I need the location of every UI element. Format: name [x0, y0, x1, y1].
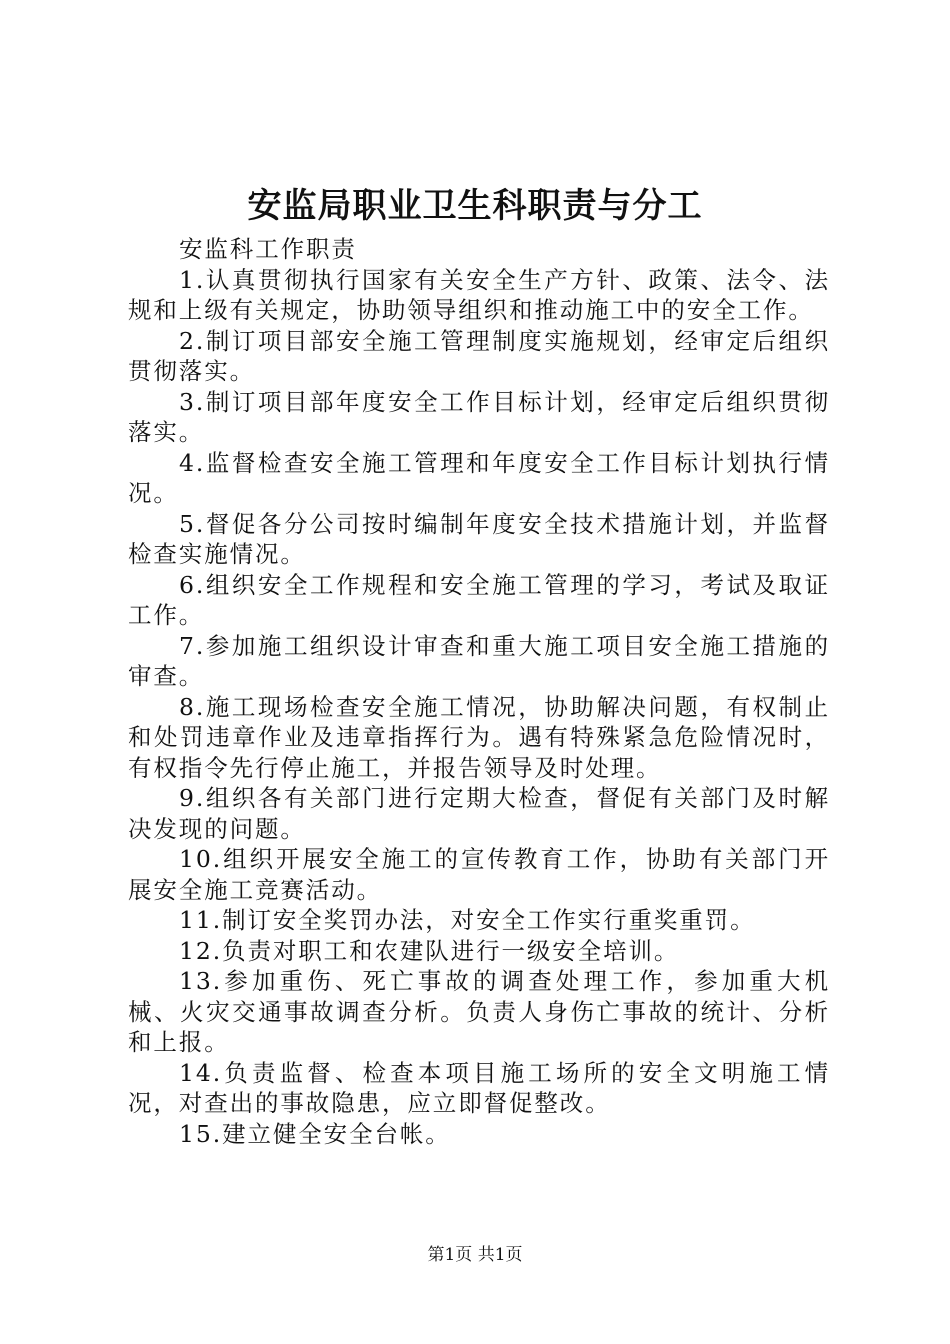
duty-item-15: 15.建立健全安全台帐。 — [179, 1119, 451, 1148]
duty-item-8: 8.施工现场检查安全施工情况，协助解决问题，有权制止和处罚违章作业及违章指挥行为。遇有特殊紧急危险情况时，有权指令先行停止施工，并报告领导及时处理。 — [128, 692, 830, 782]
duty-item-5: 5.督促各分公司按时编制年度安全技术措施计划，并监督检查实施情况。 — [128, 509, 830, 568]
section-heading: 安监科工作职责 — [179, 235, 357, 263]
page-footer: 第1页 共1页 — [427, 1245, 523, 1265]
duty-item-2: 2.制订项目部安全施工管理制度实施规划，经审定后组织贯彻落实。 — [128, 326, 830, 385]
duty-item-1: 1.认真贯彻执行国家有关安全生产方针、政策、法令、法规和上级有关规定，协助领导组织和推动施工中的安全工作。 — [128, 265, 830, 324]
duty-item-11: 11.制订安全奖罚办法，对安全工作实行重奖重罚。 — [179, 906, 756, 934]
document-title: 安监局职业卫生科职责与分工 — [247, 186, 703, 226]
duty-item-3: 3.制订项目部年度安全工作目标计划，经审定后组织贯彻落实。 — [128, 387, 830, 446]
document-body — [128, 234, 830, 1149]
duty-item-6: 6.组织安全工作规程和安全施工管理的学习，考试及取证工作。 — [128, 570, 830, 629]
duty-item-4: 4.监督检查安全施工管理和年度安全工作目标计划执行情况。 — [128, 448, 830, 507]
duty-item-12: 12.负责对职工和农建队进行一级安全培训。 — [179, 936, 680, 965]
duty-item-7: 7.参加施工组织设计审查和重大施工项目安全施工措施的审查。 — [128, 631, 830, 690]
duty-item-13: 13.参加重伤、死亡事故的调查处理工作，参加重大机械、火灾交通事故调查分析。负责人身伤亡事故的统计、分析和上报。 — [128, 967, 830, 1056]
duty-item-9: 9.组织各有关部门进行定期大检查，督促有关部门及时解决发现的问题。 — [128, 784, 830, 843]
duty-item-14: 14.负责监督、检查本项目施工场所的安全文明施工情况，对查出的事故隐患，应立即督促整改。 — [128, 1058, 830, 1117]
duty-item-10: 10.组织开展安全施工的宣传教育工作，协助有关部门开展安全施工竞赛活动。 — [128, 845, 830, 904]
